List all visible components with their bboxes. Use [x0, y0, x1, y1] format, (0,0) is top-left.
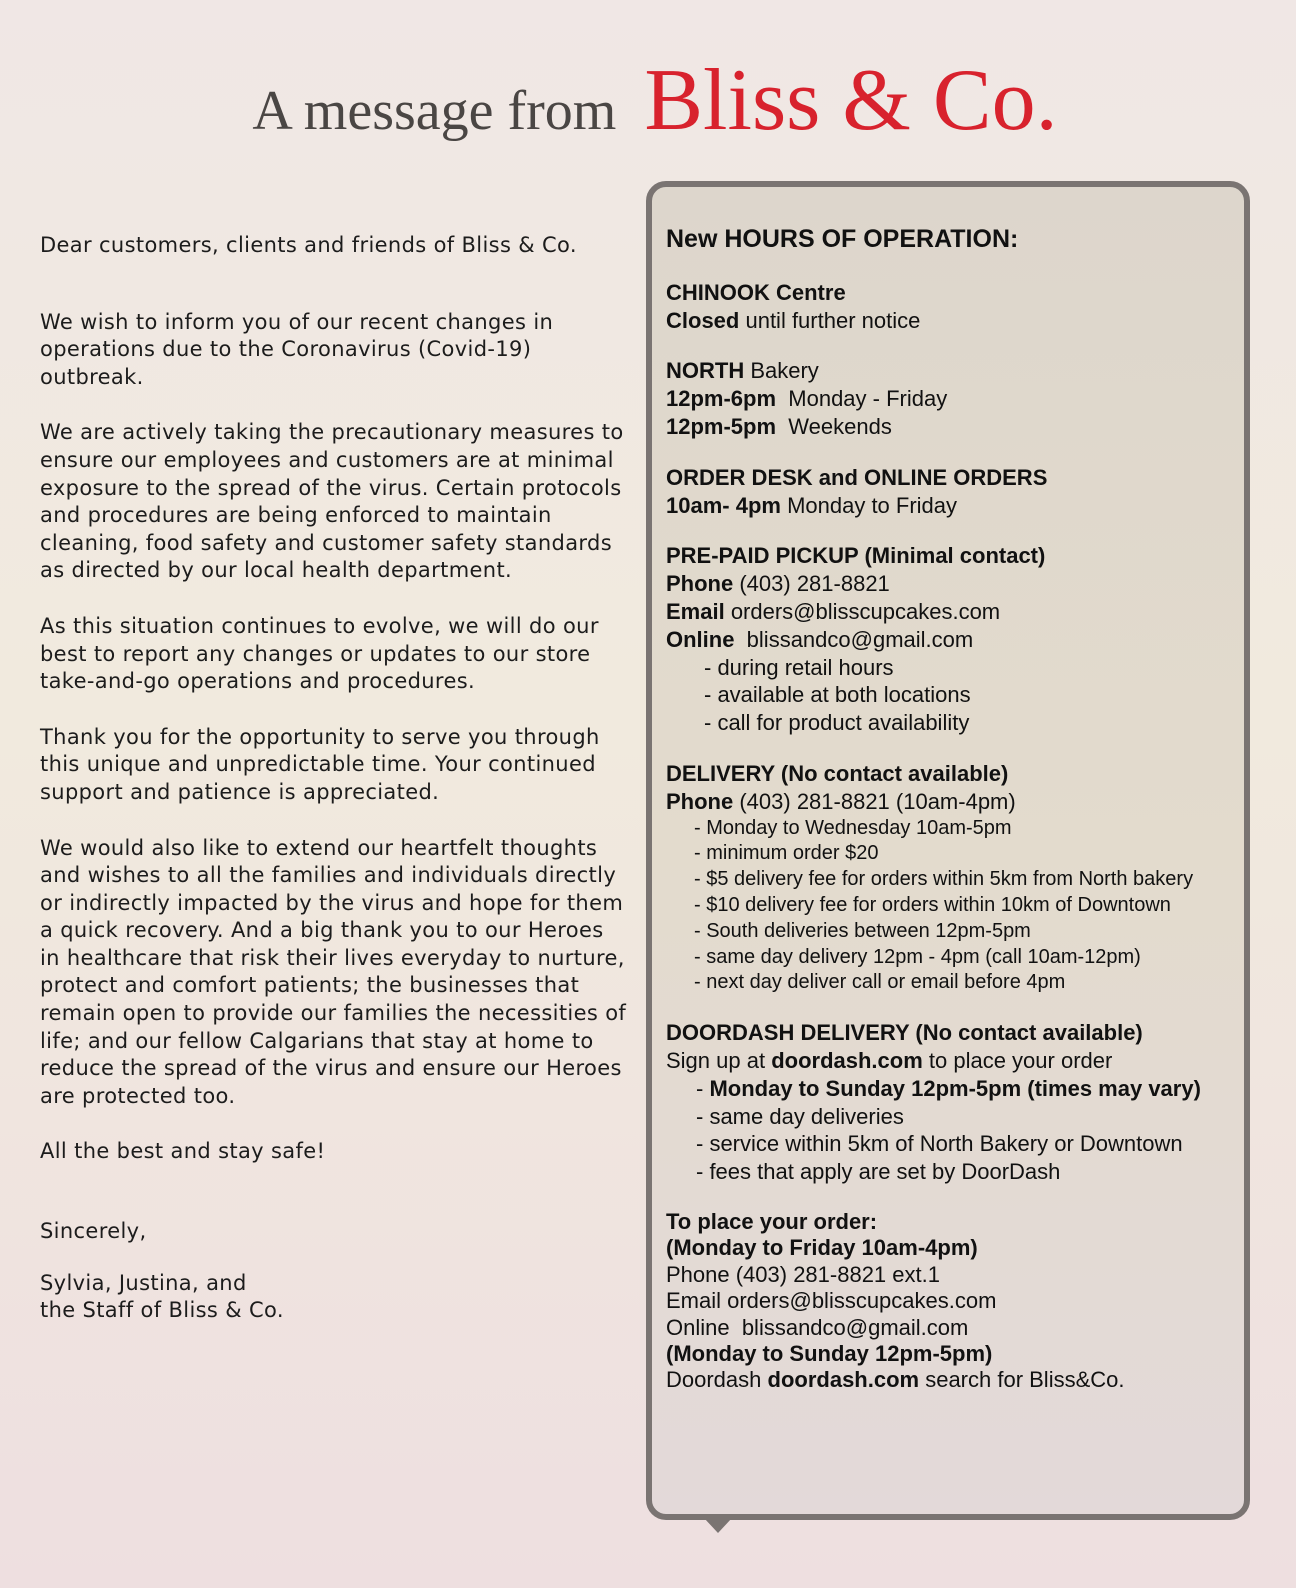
delivery-note: - next day deliver call or email before 4pm — [694, 971, 1066, 994]
order-desk-days: Monday to Friday — [780, 492, 958, 518]
prepaid-note: - during retail hours — [704, 654, 894, 680]
chinook-title: CHINOOK Centre — [666, 279, 846, 305]
hours-content — [666, 226, 1256, 1394]
title-prefix: A message from — [252, 80, 617, 142]
prepaid-note: - available at both locations — [704, 682, 971, 708]
order-email: Email orders@blisscupcakes.com — [666, 1288, 997, 1314]
doordash-hours: Monday to Sunday 12pm-5pm (times may vary) — [709, 1075, 1201, 1101]
prepaid-email: orders@blisscupcakes.com — [724, 598, 1001, 624]
north-title: NORTH — [666, 358, 745, 384]
doordash-note: - fees that apply are set by DoorDash — [696, 1159, 1061, 1185]
prepaid-online-label: Online — [666, 626, 735, 652]
doordash-title: DOORDASH DELIVERY (No contact available) — [666, 1020, 1143, 1046]
north-days-weekend: Weekends — [776, 413, 892, 439]
letter-paragraph: As this situation continues to evolve, we will do our best to report any changes or updates to our store take-and-go operations and procedures. — [40, 613, 599, 694]
prepaid-phone: (403) 281-8821 — [733, 571, 890, 597]
delivery-note: - same day delivery 12pm - 4pm (call 10am-12pm) — [694, 945, 1141, 968]
chinook-status: Closed — [666, 307, 740, 333]
prepaid-phone-label: Phone — [666, 571, 734, 597]
section-place-order — [666, 1209, 1256, 1394]
delivery-note: - South deliveries between 12pm-5pm — [694, 919, 1031, 942]
right-edge-strip — [1296, 0, 1310, 1588]
order-title: To place your order: — [666, 1208, 878, 1234]
north-hours-weekday: 12pm-6pm — [666, 386, 777, 412]
letter-paragraph: All the best and stay safe! — [40, 1139, 326, 1164]
section-chinook — [666, 279, 1256, 335]
prepaid-note: - call for product availability — [704, 710, 970, 736]
order-online: Online blissandco@gmail.com — [666, 1314, 969, 1340]
speech-bubble-tail — [704, 1518, 732, 1533]
letter-paragraph: We would also like to extend our heartfelt thoughts and wishes to all the families and individuals directly or indirectly impacted by the virus and hope for them a quick recovery. And a big thank you to our Heroes in healthcare that risk their lives everyday to nurture, protect and comfort patients; the businesses that remain open to provide our families the necessities of life; and our fellow Calgarians that stay at home to reduce the spread of the virus and ensure our Heroes are protected too. — [40, 835, 627, 1108]
section-order-desk — [666, 464, 1256, 520]
brand-name: Bliss & Co. — [644, 52, 1058, 149]
doordash-signup-rest: to place your order — [922, 1047, 1113, 1073]
delivery-phone: (403) 281-8821 (10am-4pm) — [733, 788, 1016, 814]
signature-line: Sylvia, Justina, and — [40, 1270, 247, 1295]
signature-line: the Staff of Bliss & Co. — [40, 1298, 284, 1323]
doordash-link: doordash.com — [771, 1047, 923, 1073]
doordash-note-dash: - — [696, 1075, 710, 1101]
delivery-note: - minimum order $20 — [694, 842, 879, 865]
north-title-rest: Bakery — [744, 358, 819, 384]
section-prepaid-pickup — [666, 542, 1256, 737]
order-doordash-label: Doordash — [666, 1367, 768, 1393]
north-hours-weekend: 12pm-5pm — [666, 413, 777, 439]
doordash-signup-text: Sign up at — [666, 1047, 772, 1073]
section-doordash — [666, 1019, 1256, 1186]
delivery-note: - $5 delivery fee for orders within 5km from North bakery — [694, 868, 1194, 891]
letter-closing: Sincerely, — [40, 1219, 147, 1244]
section-north — [666, 357, 1256, 440]
section-delivery — [666, 760, 1256, 996]
order-doordash-rest: search for Bliss&Co. — [919, 1367, 1125, 1393]
prepaid-title: PRE-PAID PICKUP (Minimal contact) — [666, 543, 1046, 569]
hours-heading: New HOURS OF OPERATION: — [666, 225, 1019, 253]
prepaid-email-label: Email — [666, 598, 725, 624]
letter-paragraph: We are actively taking the precautionary measures to ensure our employees and customers are at minimal exposure to the spread of the virus. Certain protocols and procedures are being enforced to maintain cleaning, food safety and customer safety standards as directed by our local health department. — [40, 420, 624, 583]
doordash-note: - same day deliveries — [696, 1103, 904, 1129]
chinook-status-note: until further notice — [739, 307, 921, 333]
delivery-phone-label: Phone — [666, 788, 734, 814]
doordash-note: - service within 5km of North Bakery or Downtown — [696, 1131, 1183, 1157]
delivery-title: DELIVERY (No contact available) — [666, 760, 1009, 786]
letter — [40, 232, 630, 1325]
order-doordash-link: doordash.com — [767, 1367, 920, 1393]
order-desk-title: ORDER DESK and ONLINE ORDERS — [666, 464, 1048, 490]
prepaid-online: blissandco@gmail.com — [734, 626, 974, 652]
letter-paragraph: Thank you for the opportunity to serve you through this unique and unpredictable time. Your continued support and patience is appreciated. — [40, 724, 600, 804]
north-days-weekday: Monday - Friday — [776, 386, 948, 412]
order-phone: Phone (403) 281-8821 ext.1 — [666, 1261, 940, 1287]
delivery-note: - $10 delivery fee for orders within 10km of Downtown — [694, 893, 1171, 916]
order-weekend-title: (Monday to Sunday 12pm-5pm) — [666, 1340, 993, 1366]
order-desk-hours: 10am- 4pm — [666, 492, 781, 518]
letter-paragraph: We wish to inform you of our recent changes in operations due to the Coronavirus (Covid-19) outbreak. — [40, 309, 554, 389]
order-weekday-title: (Monday to Friday 10am-4pm) — [666, 1235, 978, 1261]
delivery-note: - Monday to Wednesday 10am-5pm — [694, 816, 1012, 839]
letter-salutation: Dear customers, clients and friends of Bliss & Co. — [40, 233, 577, 257]
page-title — [0, 50, 1310, 151]
